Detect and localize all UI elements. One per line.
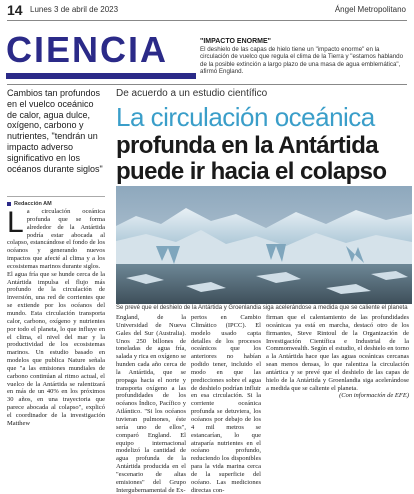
col3-text: pertos en Cambio Climático (IPCC). El modelo usado capta detalles de los procesos oceánicos que los anteriores no habían podido tener, incluido el modo en que las predicciones sobre el agua de deshielo podrían influir en esa circulación. Si la corriente oceánica profunda se detuviera, los océanos por debajo de los 4 mil metros se estancarían, lo que atraparía nutrientes en el océano profundo, reduciendo los disponibles para la vida marina cerca de la superficie del océano. Las mediciones directas con- [191,314,261,494]
glacier-image-icon [116,186,412,304]
dropcap: L [7,206,24,239]
body-column-1 [7,208,105,428]
page-number: 14 [7,2,23,18]
col2-text: England, de la Universidad de Nueva Gales del Sur (Australia). Unos 250 billones de toneladas de agua fría, salada y rica en oxígeno se hunden cada año cerca de la Antártida, que se propaga hacia el norte y transporta oxígeno a las profundidades de los océanos Índico, Pacífico y Atlántico. "Si los océanos tuvieran pulmones, éste sería uno de ellos", comparó England. El equipo internacional modelizó la cantidad de agua profunda de la Antártida producida en el "escenario de altas emisiones" del Grupo Intergubernamental de Ex- [116,314,186,494]
source-credit: (Con información de EFE) [339,392,409,400]
body-column-2 [116,314,186,494]
quote-text: El deshielo de las capas de hielo tiene un "impacto enorme" en la circulación de vuelco que regula el clima de la Tierra y "estamos hablando de la posible extinción a largo plazo de una masa de agua emblemática", afirmó England. [200,46,404,75]
section-underline [6,73,196,79]
col1-rest: El agua fría que se hunde cerca de la Antártida impulsa el flujo más profundo de la circulación de inversión, una red de corrientes que se extiende por los océanos del mundo. Esta circulación transporta calor, carbono, oxígeno y nutrientes por todo el planeta, lo que influye en el clima, el nivel del mar y la productividad de los ecosistemas marinos. Un estudio basado en modelos que publica Nature señala que "a las emisiones mundiales de carbono continúan al ritmo actual, el vuelco de la Antártida se ralentizará en más de un 40% en los próximos 30 años, en una trayectoria que parece abocada al colapso", explicó el coordinador de la investigación Matthew [7,270,105,427]
kicker: De acuerdo a un estudio científico [116,88,268,99]
body-column-3 [191,314,261,494]
headline-light: La circulación oceánica [116,102,375,132]
publication-date: Lunes 3 de abril de 2023 [30,5,119,14]
byline-text: Redacción AM [14,201,52,207]
lead-rule [7,196,105,197]
page-header [0,0,414,30]
body-column-4 [266,314,409,400]
publication-name: Ángel Metropolitano [334,5,406,14]
section-rule [7,84,407,85]
headline-bold: profunda en la Antártida puede ir hacia el colapso [116,132,387,185]
quote-box [200,38,408,82]
lead-paragraph: Cambios tan profundos en el vuelco oceánico de calor, agua dulce, oxígeno, carbono y nutrientes, "tendrán un impacto adverso significativo en los océanos durante siglos" [7,88,103,174]
quote-title: "IMPACTO ENORME" [200,38,271,45]
header-rule [7,20,407,21]
col4-text: firman que el calentamiento de las profundidades oceánicas ya está en marcha, destacó otro de los firmantes, Steve Rintoul de la Organización de Investigación Científica e Industrial de la Commonwealth. Según el estudio, el deshielo en torno a la Antártida hace que las aguas oceánicas cercanas sean menos densas, lo que ralentiza la circulación antártica y se prevé que el deshielo de las capas de hielo de la Antártida y Groenlandia siga acelerándose a medida que se caliente el planeta. [266,314,409,392]
section-title: CIENCIA [6,29,169,70]
col1-first-paragraph: a circulación oceánica profunda que se forma alrededor de la Antártida podría estar abocada al colapso, estancándose el fondo de los océanos y generando nuevos impactos que afecté al clima y a los ecosistemas marinos durante siglos. [7,208,105,270]
byline-square-icon [7,202,11,206]
article-photo [116,186,412,304]
photo-caption: Se prevé que el deshielo de la Antártida y Groenlandia siga acelerándose a medida que se caliente el planeta [116,305,408,311]
